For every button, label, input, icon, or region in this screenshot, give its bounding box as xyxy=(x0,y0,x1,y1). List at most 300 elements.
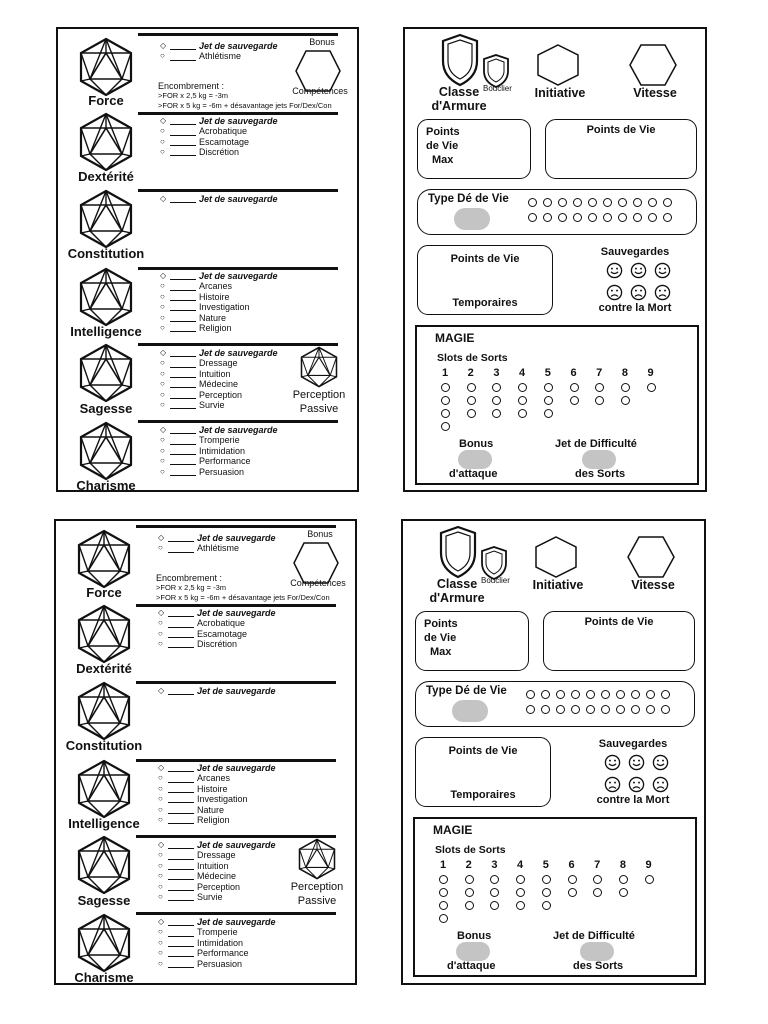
hit-die-checkbox[interactable] xyxy=(648,213,657,222)
hit-die-checkbox[interactable] xyxy=(618,198,627,207)
saving-throw-row[interactable] xyxy=(160,425,278,435)
spell-slot-checkbox[interactable] xyxy=(465,901,474,910)
modifier-blank[interactable] xyxy=(168,939,194,947)
skill-row[interactable] xyxy=(158,815,276,825)
skill-row[interactable] xyxy=(160,323,278,333)
saving-throw-row[interactable] xyxy=(160,348,278,358)
hit-die-checkbox[interactable] xyxy=(603,198,612,207)
hit-die-checkbox[interactable] xyxy=(631,705,640,714)
hit-die-checkbox[interactable] xyxy=(661,705,670,714)
spell-slot-checkbox[interactable] xyxy=(544,396,553,405)
spell-slot-checkbox[interactable] xyxy=(490,875,499,884)
hit-die-checkbox[interactable] xyxy=(558,213,567,222)
saving-throw-row[interactable] xyxy=(160,116,278,126)
spell-slot-checkbox[interactable] xyxy=(542,901,551,910)
skill-list xyxy=(160,116,278,158)
hp-temp-label: Points de Vie xyxy=(450,253,520,265)
spell-slot-checkbox[interactable] xyxy=(593,888,602,897)
hit-die-checkbox[interactable] xyxy=(588,213,597,222)
modifier-blank[interactable] xyxy=(170,138,196,146)
modifier-blank[interactable] xyxy=(168,949,194,957)
diamond-icon[interactable]: ◇ xyxy=(158,763,165,772)
hit-die-checkbox[interactable] xyxy=(588,198,597,207)
hit-die-checkbox[interactable] xyxy=(543,198,552,207)
hit-die-checkbox[interactable] xyxy=(633,198,642,207)
spell-slot-checkbox[interactable] xyxy=(544,383,553,392)
saving-throw-row[interactable] xyxy=(158,840,276,850)
hit-die-checkbox[interactable] xyxy=(601,705,610,714)
skill-row[interactable] xyxy=(160,435,278,445)
proficiency-circle-icon[interactable]: ○ xyxy=(160,466,165,476)
hit-dice-value-pill[interactable] xyxy=(452,700,488,722)
modifier-blank[interactable] xyxy=(170,380,196,388)
modifier-blank[interactable] xyxy=(170,195,196,203)
hit-die-checkbox[interactable] xyxy=(601,690,610,699)
skill-row[interactable] xyxy=(160,137,278,147)
diamond-icon[interactable]: ◇ xyxy=(160,425,167,434)
hp-current-box[interactable] xyxy=(543,611,695,671)
proficiency-circle-icon[interactable]: ○ xyxy=(158,804,163,814)
spell-slot-checkbox[interactable] xyxy=(518,383,527,392)
hit-die-checkbox[interactable] xyxy=(541,705,550,714)
saving-throw-row[interactable] xyxy=(158,917,276,927)
modifier-blank[interactable] xyxy=(170,447,196,455)
hit-die-checkbox[interactable] xyxy=(631,690,640,699)
skill-label: Athlétisme xyxy=(199,51,242,62)
proficiency-circle-icon[interactable]: ○ xyxy=(160,456,165,466)
modifier-blank[interactable] xyxy=(168,764,194,772)
spell-attack-label: Bonus xyxy=(457,930,492,942)
proficiency-circle-icon[interactable]: ○ xyxy=(158,783,163,793)
spell-slot-checkbox[interactable] xyxy=(439,875,448,884)
skill-list xyxy=(160,348,278,410)
skill-label: Nature xyxy=(199,312,227,323)
spell-slot-checkbox[interactable] xyxy=(465,875,474,884)
hp-max-box[interactable] xyxy=(415,611,529,671)
spell-slot-checkbox[interactable] xyxy=(593,875,602,884)
hit-die-checkbox[interactable] xyxy=(526,690,535,699)
diamond-icon[interactable]: ◇ xyxy=(158,917,165,926)
modifier-blank[interactable] xyxy=(168,872,194,880)
proficiency-circle-icon[interactable]: ○ xyxy=(160,51,165,61)
hit-die-checkbox[interactable] xyxy=(633,213,642,222)
spell-dc-label-2: des Sorts xyxy=(573,960,624,972)
spell-slot-checkbox[interactable] xyxy=(516,888,525,897)
spell-slot-checkbox[interactable] xyxy=(621,383,630,392)
skill-label: Arcanes xyxy=(197,773,231,784)
hp-temp-box[interactable] xyxy=(417,245,553,315)
smiley-icon[interactable] xyxy=(652,754,669,771)
proficiency-circle-icon[interactable]: ○ xyxy=(158,628,163,638)
modifier-blank[interactable] xyxy=(170,303,196,311)
skill-row[interactable] xyxy=(158,938,276,948)
modifier-blank[interactable] xyxy=(168,795,194,803)
skill-row[interactable] xyxy=(160,456,278,466)
modifier-blank[interactable] xyxy=(168,687,194,695)
modifier-blank[interactable] xyxy=(168,785,194,793)
hit-die-checkbox[interactable] xyxy=(556,705,565,714)
modifier-blank[interactable] xyxy=(170,324,196,332)
proficiency-circle-icon[interactable]: ○ xyxy=(158,860,163,870)
modifier-blank[interactable] xyxy=(168,862,194,870)
saving-throw-label: Jet de sauvegarde xyxy=(199,271,278,281)
d20-icon xyxy=(74,759,134,819)
hp-current-box[interactable] xyxy=(545,119,697,179)
diamond-icon[interactable]: ◇ xyxy=(158,686,165,695)
proficiency-circle-icon[interactable]: ○ xyxy=(158,815,163,825)
hit-die-checkbox[interactable] xyxy=(586,705,595,714)
hit-die-checkbox[interactable] xyxy=(586,690,595,699)
spell-slot-checkbox[interactable] xyxy=(647,383,656,392)
modifier-blank[interactable] xyxy=(168,640,194,648)
hit-die-checkbox[interactable] xyxy=(618,213,627,222)
spell-level-label: 9 xyxy=(647,367,654,379)
hit-die-checkbox[interactable] xyxy=(648,198,657,207)
spell-slot-checkbox[interactable] xyxy=(568,875,577,884)
skill-row[interactable] xyxy=(160,313,278,323)
spell-slot-checkbox[interactable] xyxy=(542,875,551,884)
saving-throw-row[interactable] xyxy=(160,271,278,281)
saving-throw-row[interactable] xyxy=(160,194,278,204)
spell-slot-checkbox[interactable] xyxy=(542,888,551,897)
skill-row[interactable] xyxy=(160,390,278,400)
skill-row[interactable] xyxy=(158,543,276,553)
modifier-blank[interactable] xyxy=(168,620,194,628)
proficiency-circle-icon[interactable]: ○ xyxy=(158,958,163,968)
diamond-icon[interactable]: ◇ xyxy=(158,608,165,617)
spell-slot-checkbox[interactable] xyxy=(645,875,654,884)
death-saves xyxy=(573,737,693,809)
spell-level-label: 6 xyxy=(570,367,577,379)
skill-row[interactable] xyxy=(160,292,278,302)
death-saves xyxy=(575,245,695,317)
hit-die-checkbox[interactable] xyxy=(573,213,582,222)
frown-icon[interactable] xyxy=(630,284,647,301)
frown-icon[interactable] xyxy=(652,776,669,793)
attribute-name: Constitution xyxy=(65,738,143,753)
hit-dice-box[interactable] xyxy=(415,681,695,727)
modifier-blank[interactable] xyxy=(170,293,196,301)
hit-die-checkbox[interactable] xyxy=(616,705,625,714)
skill-label: Persuasion xyxy=(197,958,243,969)
skill-list xyxy=(158,840,276,902)
saving-throw-label: Jet de sauvegarde xyxy=(199,41,278,51)
spell-level-label: 4 xyxy=(517,859,524,871)
spell-slot-checkbox[interactable] xyxy=(467,409,476,418)
proficiency-circle-icon[interactable]: ○ xyxy=(158,937,163,947)
spell-slot-checkbox[interactable] xyxy=(570,396,579,405)
skill-row[interactable] xyxy=(158,850,276,860)
skill-row[interactable] xyxy=(158,773,276,783)
divider xyxy=(138,267,338,270)
hit-dice-box[interactable] xyxy=(417,189,697,235)
spell-dc-label: Jet de Difficulté xyxy=(555,438,637,450)
spell-slot-checkbox[interactable] xyxy=(441,422,450,431)
skill-row[interactable] xyxy=(158,927,276,937)
skill-list xyxy=(160,41,278,62)
hexagon-icon xyxy=(535,43,581,87)
modifier-blank[interactable] xyxy=(168,630,194,638)
skill-row[interactable] xyxy=(158,629,276,639)
modifier-blank[interactable] xyxy=(170,314,196,322)
modifier-blank[interactable] xyxy=(168,960,194,968)
skill-row[interactable] xyxy=(158,861,276,871)
modifier-blank[interactable] xyxy=(170,148,196,156)
diamond-icon[interactable]: ◇ xyxy=(160,116,167,125)
hit-die-checkbox[interactable] xyxy=(543,213,552,222)
saving-throw-row[interactable] xyxy=(158,686,276,696)
hit-die-checkbox[interactable] xyxy=(616,690,625,699)
spell-slot-checkbox[interactable] xyxy=(490,888,499,897)
hit-die-checkbox[interactable] xyxy=(646,690,655,699)
hit-die-checkbox[interactable] xyxy=(571,705,580,714)
skill-list xyxy=(160,194,278,204)
spell-slot-checkbox[interactable] xyxy=(467,396,476,405)
hit-die-checkbox[interactable] xyxy=(663,198,672,207)
hp-temp-label: Points de Vie xyxy=(448,745,518,757)
spell-attack-label-2: d'attaque xyxy=(449,468,498,480)
proficiency-circle-icon[interactable]: ○ xyxy=(158,639,163,649)
hit-die-checkbox[interactable] xyxy=(661,690,670,699)
hit-die-checkbox[interactable] xyxy=(556,690,565,699)
skill-list xyxy=(160,271,278,333)
ability-card-bottom: Force ◇ Jet de sauvegarde ○ Athlétisme Dextérité ◇ Jet de sauvegarde ○ Acrobatique ○ Escamotage ○ Discrétion Constitution ◇ Jet de sauvegarde Intelligence ◇ Jet de sauvegarde ○ Arcanes ○ Histoire ○ Investigation ○ Nature ○ Religion Sagesse ◇ Jet de sauvegarde ○ Dressage ○ Intuition ○ Médecine ○ Perception ○ Survie Charisme ◇ Jet de sauvegarde ○ Tromperie ○ Intimidation ○ Performance ○ Persuasion Encombrement : >FOR x 2,5 kg = -3m >FOR x 5 kg = -6m + désavantage jets For/Dex/Con Bonus Compétences Perception Passive xyxy=(54,519,357,985)
diamond-icon[interactable]: ◇ xyxy=(158,840,165,849)
skill-row[interactable] xyxy=(158,948,276,958)
modifier-blank[interactable] xyxy=(170,391,196,399)
skill-row[interactable] xyxy=(160,51,278,61)
skill-list xyxy=(158,533,276,554)
skill-row[interactable] xyxy=(158,784,276,794)
skill-row[interactable] xyxy=(158,618,276,628)
spell-slot-checkbox[interactable] xyxy=(490,901,499,910)
hit-die-checkbox[interactable] xyxy=(528,213,537,222)
spell-slot-checkbox[interactable] xyxy=(467,383,476,392)
divider xyxy=(136,912,336,915)
smiley-icon[interactable] xyxy=(604,754,621,771)
spell-slot-checkbox[interactable] xyxy=(439,888,448,897)
skill-row[interactable] xyxy=(158,882,276,892)
proficiency-circle-icon[interactable]: ○ xyxy=(158,794,163,804)
hit-die-checkbox[interactable] xyxy=(526,705,535,714)
proficiency-circle-icon[interactable]: ○ xyxy=(158,927,163,937)
spell-slot-checkbox[interactable] xyxy=(441,396,450,405)
spell-level-label: 8 xyxy=(619,859,626,871)
frown-icon[interactable] xyxy=(604,776,621,793)
spell-slot-checkbox[interactable] xyxy=(619,888,628,897)
proficiency-circle-icon[interactable]: ○ xyxy=(158,773,163,783)
saving-throw-row[interactable] xyxy=(158,763,276,773)
attribute-name: Constitution xyxy=(67,246,145,261)
d20-icon xyxy=(74,835,134,895)
spell-slot-checkbox[interactable] xyxy=(492,396,501,405)
modifier-blank[interactable] xyxy=(168,883,194,891)
skill-row[interactable] xyxy=(158,871,276,881)
skill-row[interactable] xyxy=(160,126,278,136)
modifier-blank[interactable] xyxy=(168,893,194,901)
skill-row[interactable] xyxy=(160,281,278,291)
proficiency-circle-icon[interactable]: ○ xyxy=(160,379,165,389)
proficiency-circle-icon[interactable]: ○ xyxy=(160,281,165,291)
spell-slot-checkbox[interactable] xyxy=(465,888,474,897)
modifier-blank[interactable] xyxy=(170,117,196,125)
smiley-icon[interactable] xyxy=(606,262,623,279)
hit-die-checkbox[interactable] xyxy=(528,198,537,207)
skill-row[interactable] xyxy=(160,379,278,389)
proficiency-circle-icon[interactable]: ○ xyxy=(158,881,163,891)
proficiency-circle-icon[interactable]: ○ xyxy=(158,618,163,628)
proficiency-circle-icon[interactable]: ○ xyxy=(160,358,165,368)
smiley-icon[interactable] xyxy=(654,262,671,279)
modifier-blank[interactable] xyxy=(168,534,194,542)
attribute-name: Force xyxy=(88,93,124,108)
saving-throw-row[interactable] xyxy=(160,41,278,51)
attribute-name: Dextérité xyxy=(76,661,132,676)
proficiency-circle-icon[interactable]: ○ xyxy=(160,368,165,378)
hit-die-checkbox[interactable] xyxy=(573,198,582,207)
skill-row[interactable] xyxy=(158,794,276,804)
modifier-blank[interactable] xyxy=(170,360,196,368)
saving-throw-row[interactable] xyxy=(158,533,276,543)
hp-temp-box[interactable] xyxy=(415,737,551,807)
modifier-blank[interactable] xyxy=(170,53,196,61)
diamond-icon[interactable]: ◇ xyxy=(160,348,167,357)
proficiency-circle-icon[interactable]: ○ xyxy=(160,445,165,455)
skill-row[interactable] xyxy=(160,147,278,157)
spell-slot-checkbox[interactable] xyxy=(518,396,527,405)
hit-die-checkbox[interactable] xyxy=(603,213,612,222)
skill-row[interactable] xyxy=(158,805,276,815)
spell-slot-checkbox[interactable] xyxy=(492,383,501,392)
modifier-blank[interactable] xyxy=(168,852,194,860)
proficiency-circle-icon[interactable]: ○ xyxy=(158,948,163,958)
modifier-blank[interactable] xyxy=(170,42,196,50)
modifier-blank[interactable] xyxy=(170,457,196,465)
saving-throw-label: Jet de sauvegarde xyxy=(197,763,276,773)
proficiency-circle-icon[interactable]: ○ xyxy=(160,291,165,301)
modifier-blank[interactable] xyxy=(170,272,196,280)
diamond-icon[interactable]: ◇ xyxy=(160,271,167,280)
proficiency-circle-icon[interactable]: ○ xyxy=(160,312,165,322)
modifier-blank[interactable] xyxy=(170,128,196,136)
hit-die-checkbox[interactable] xyxy=(646,705,655,714)
magic-title: MAGIE xyxy=(433,823,473,837)
skill-row[interactable] xyxy=(158,959,276,969)
modifier-blank[interactable] xyxy=(170,468,196,476)
skill-row[interactable] xyxy=(158,892,276,902)
proficiency-circle-icon[interactable]: ○ xyxy=(158,543,163,553)
smiley-icon[interactable] xyxy=(630,262,647,279)
proficiency-circle-icon[interactable]: ○ xyxy=(160,302,165,312)
spell-slot-checkbox[interactable] xyxy=(441,383,450,392)
modifier-blank[interactable] xyxy=(170,426,196,434)
magic-panel xyxy=(413,817,697,977)
modifier-blank[interactable] xyxy=(170,283,196,291)
saving-throw-row[interactable] xyxy=(158,608,276,618)
skill-list xyxy=(158,917,276,969)
hit-die-checkbox[interactable] xyxy=(541,690,550,699)
hit-die-checkbox[interactable] xyxy=(558,198,567,207)
proficiency-circle-icon[interactable]: ○ xyxy=(160,136,165,146)
d20-icon xyxy=(74,681,134,741)
modifier-blank[interactable] xyxy=(168,929,194,937)
proficiency-circle-icon[interactable]: ○ xyxy=(160,435,165,445)
hit-die-checkbox[interactable] xyxy=(663,213,672,222)
spell-slot-checkbox[interactable] xyxy=(568,888,577,897)
spell-slot-checkbox[interactable] xyxy=(570,383,579,392)
spell-slot-checkbox[interactable] xyxy=(492,409,501,418)
spell-slot-checkbox[interactable] xyxy=(544,409,553,418)
diamond-icon[interactable]: ◇ xyxy=(160,41,167,50)
encumbrance-note: Encombrement : >FOR x 2,5 kg = -3m >FOR x 5 kg = -6m + désavantage jets For/Dex/Con xyxy=(156,573,330,602)
modifier-blank[interactable] xyxy=(170,370,196,378)
modifier-blank[interactable] xyxy=(168,609,194,617)
proficiency-circle-icon[interactable]: ○ xyxy=(160,389,165,399)
spell-slot-checkbox[interactable] xyxy=(621,396,630,405)
modifier-blank[interactable] xyxy=(168,806,194,814)
frown-icon[interactable] xyxy=(654,284,671,301)
modifier-blank[interactable] xyxy=(170,349,196,357)
modifier-blank[interactable] xyxy=(170,437,196,445)
modifier-blank[interactable] xyxy=(168,918,194,926)
skill-row[interactable] xyxy=(160,358,278,368)
proficiency-circle-icon[interactable]: ○ xyxy=(158,871,163,881)
skill-label: Investigation xyxy=(199,302,250,313)
modifier-blank[interactable] xyxy=(168,841,194,849)
hit-die-checkbox[interactable] xyxy=(571,690,580,699)
skill-row[interactable] xyxy=(160,467,278,477)
hit-dice-value-pill[interactable] xyxy=(454,208,490,230)
proficiency-circle-icon[interactable]: ○ xyxy=(160,400,165,410)
spell-slot-checkbox[interactable] xyxy=(595,396,604,405)
diamond-icon[interactable]: ◇ xyxy=(160,194,167,203)
spell-level-label: 1 xyxy=(439,859,447,871)
divider xyxy=(138,33,338,36)
spell-slot-checkbox[interactable] xyxy=(516,901,525,910)
skill-row[interactable] xyxy=(160,369,278,379)
spell-slot-checkbox[interactable] xyxy=(518,409,527,418)
spell-slot-checkbox[interactable] xyxy=(619,875,628,884)
proficiency-circle-icon[interactable]: ○ xyxy=(158,850,163,860)
proficiency-circle-icon[interactable]: ○ xyxy=(160,126,165,136)
proficiency-circle-icon[interactable]: ○ xyxy=(158,892,163,902)
spell-slot-checkbox[interactable] xyxy=(595,383,604,392)
shield-icon xyxy=(439,33,481,87)
initiative-label: Initiative xyxy=(532,578,584,592)
d20-icon xyxy=(74,913,134,973)
skill-row[interactable] xyxy=(160,302,278,312)
modifier-blank[interactable] xyxy=(168,545,194,553)
modifier-blank[interactable] xyxy=(170,401,196,409)
modifier-blank[interactable] xyxy=(168,775,194,783)
smiley-icon[interactable] xyxy=(628,754,645,771)
proficiency-circle-icon[interactable]: ○ xyxy=(160,147,165,157)
spell-slot-checkbox[interactable] xyxy=(439,914,448,923)
spell-slot-checkbox[interactable] xyxy=(441,409,450,418)
hp-max-box[interactable] xyxy=(417,119,531,179)
spell-slot-checkbox[interactable] xyxy=(516,875,525,884)
frown-icon[interactable] xyxy=(628,776,645,793)
skill-row[interactable] xyxy=(158,639,276,649)
skill-row[interactable] xyxy=(160,400,278,410)
frown-icon[interactable] xyxy=(606,284,623,301)
skill-row[interactable] xyxy=(160,446,278,456)
diamond-icon[interactable]: ◇ xyxy=(158,533,165,542)
spell-slot-checkbox[interactable] xyxy=(439,901,448,910)
spell-attack-label: Bonus xyxy=(459,438,494,450)
proficiency-circle-icon[interactable]: ○ xyxy=(160,323,165,333)
modifier-blank[interactable] xyxy=(168,816,194,824)
